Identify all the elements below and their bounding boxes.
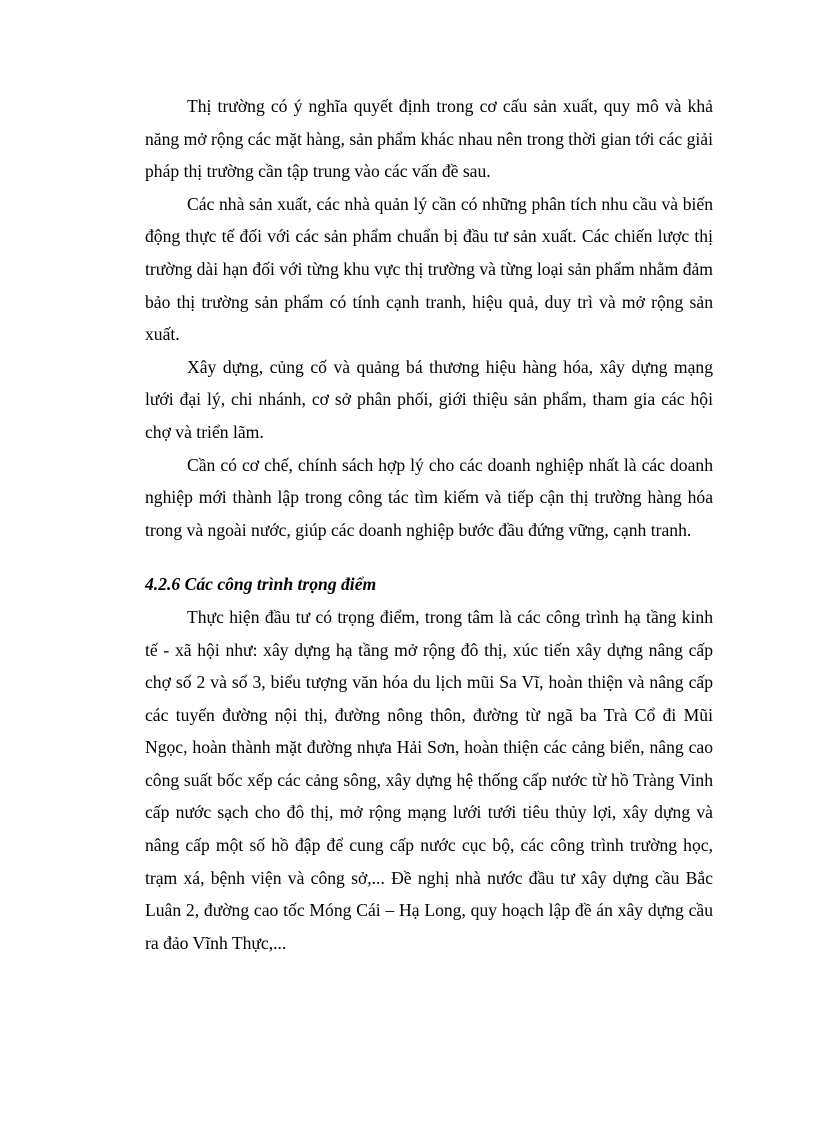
section-heading: 4.2.6 Các công trình trọng điểm xyxy=(145,574,377,595)
document-body xyxy=(145,90,713,959)
paragraph-brand-building: Xây dựng, củng cố và quảng bá thương hiệu hàng hóa, xây dựng mạng lưới đại lý, chi nhánh, cơ sở phân phối, giới thiệu sản phẩm, tham gia các hội chợ và triển lãm. xyxy=(145,356,713,442)
paragraph-demand-analysis: Các nhà sản xuất, các nhà quản lý cần có những phân tích nhu cầu và biến động thực tế đối với các sản phẩm chuẩn bị đầu tư sản xuất. Các chiến lược thị trường dài hạn đối với từng khu vực thị trường và từng loại sản phẩm nhằm đảm bảo thị trường sản phẩm có tính cạnh tranh, hiệu quả, duy trì và mở rộng sản xuất. xyxy=(145,193,713,345)
paragraph-key-projects: Thực hiện đầu tư có trọng điểm, trong tâm là các công trình hạ tầng kinh tế - xã hội như: xây dựng hạ tầng mở rộng đô thị, xúc tiến xây dựng nâng cấp chợ số 2 và số 3, biểu tượng văn hóa du lịch mũi Sa Vĩ, hoàn thiện và nâng cấp các tuyến đường nội thị, đường nông thôn, đường từ ngã ba Trà Cổ đi Mũi Ngọc, hoàn thành mặt đường nhựa Hải Sơn, hoàn thiện các cảng biển, nâng cao công suất bốc xếp các cảng sông, xây dựng hệ thống cấp nước từ hồ Tràng Vinh cấp nước sạch cho đô thị, mở rộng mạng lưới tưới tiêu thủy lợi, xây dựng và nâng cấp một số hồ đập để cung cấp nước cục bộ, các công trình trường học, trạm xá, bệnh viện và công sở,... Đề nghị nhà nước đầu tư xây dựng cầu Bắc Luân 2, đường cao tốc Móng Cái – Hạ Long, quy hoạch lập đề án xây dựng cầu ra đảo Vĩnh Thực,... xyxy=(145,606,713,953)
paragraph-market-importance: Thị trường có ý nghĩa quyết định trong cơ cấu sản xuất, quy mô và khả năng mở rộng các mặt hàng, sản phẩm khác nhau nên trong thời gian tới các giải pháp thị trường cần tập trung vào các vấn đề sau. xyxy=(145,96,713,182)
paragraph-policy-mechanism: Cần có cơ chế, chính sách hợp lý cho các doanh nghiệp nhất là các doanh nghiệp mới thành lập trong công tác tìm kiếm và tiếp cận thị trường hàng hóa trong và ngoài nước, giúp các doanh nghiệp bước đầu đứng vững, cạnh tranh. xyxy=(145,454,713,540)
